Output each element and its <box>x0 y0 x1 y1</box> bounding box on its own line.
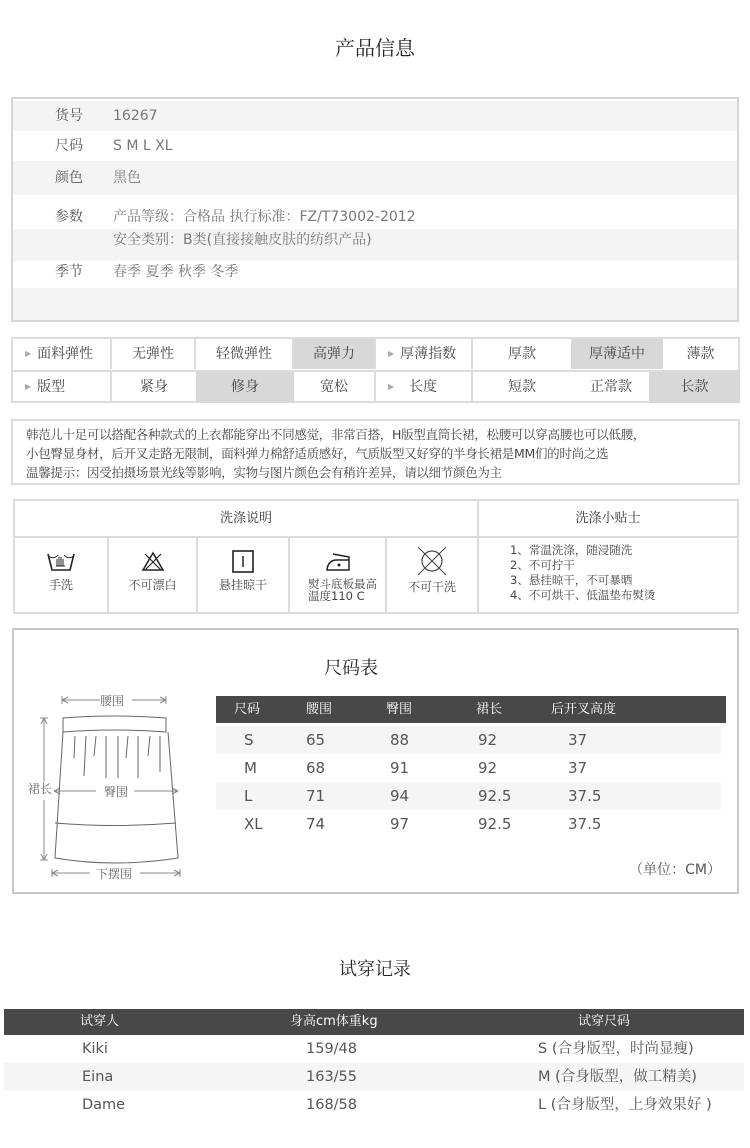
info-label: 货号 <box>55 108 83 124</box>
attr-option-selected: 高弹力 <box>294 339 376 369</box>
attr-head-length: ▶ 长度 <box>376 372 473 402</box>
info-label: 参数 <box>55 209 83 225</box>
info-value: 黑色 <box>113 170 141 186</box>
wash-item-hand-wash <box>15 538 107 612</box>
washing-tips <box>510 543 655 603</box>
size-table <box>216 696 726 838</box>
header-cell: 尺码 <box>234 702 261 717</box>
info-value: 安全类别：B类(直接接触皮肤的纺织产品) <box>113 232 372 248</box>
header-cell: 身高cm体重kg <box>290 1014 378 1029</box>
table-row: L 71 94 92.5 37.5 <box>216 782 721 810</box>
attr-head-thickness: ▶ 厚薄指数 <box>376 339 473 369</box>
tip-line: 4、不可烘干、低温垫布熨烫 <box>510 588 656 602</box>
wash-label: 熨斗底板最高 <box>308 577 377 591</box>
info-row-params-2 <box>13 229 737 261</box>
attr-option-selected: 厚薄适中 <box>571 339 663 369</box>
info-value: 春季 夏季 秋季 冬季 <box>113 264 239 280</box>
header-cell: 后开叉高度 <box>551 702 617 717</box>
info-row-season <box>13 261 737 289</box>
diagram-label-hip: 臀围 <box>104 785 129 799</box>
product-info-box <box>11 97 739 322</box>
product-info-title: 产品信息 <box>335 36 415 60</box>
size-table-header <box>216 696 726 723</box>
diagram-label-waist: 腰围 <box>100 694 125 708</box>
table-row: XL 74 97 92.5 37.5 <box>244 815 602 833</box>
hang-dry-icon <box>230 550 256 574</box>
try-on-table <box>4 1009 744 1119</box>
info-row-size <box>13 131 737 161</box>
header-cell: 试穿人 <box>80 1014 120 1029</box>
info-row-item-no <box>13 101 737 131</box>
table-row: Dame 168/58 L (合身版型，上身效果好 ) <box>82 1097 712 1113</box>
header-cell: 腰围 <box>306 702 333 717</box>
diagram-label-hem: 下摆围 <box>96 867 133 881</box>
skirt-diagram <box>18 638 208 888</box>
divider <box>477 501 479 612</box>
table-row: Kiki 159/48 S (合身版型，时尚显瘦) <box>82 1041 694 1057</box>
try-on-title: 试穿记录 <box>339 959 411 980</box>
wash-item-hang-dry <box>198 538 288 612</box>
info-value: 产品等级：合格品 执行标准：FZ/T73002-2012 <box>113 209 416 225</box>
wash-label: 温度110 C <box>308 589 365 603</box>
description-line: 小包臀显身材，后开叉走路无限制，面料弹力棉舒适质感好，气质版型又好穿的半身长裙是MM们的时尚之选 <box>26 446 609 461</box>
attr-option: 轻微弹性 <box>196 339 294 369</box>
description-box <box>11 419 740 485</box>
header-cell: 臀围 <box>386 702 413 717</box>
washing-tips-title: 洗涤小贴士 <box>575 511 641 526</box>
attr-option: 厚款 <box>508 346 536 362</box>
info-value: 16267 <box>113 108 158 124</box>
wash-label: 悬挂晾干 <box>218 578 267 592</box>
table-row: S 65 88 92 37 <box>216 726 721 754</box>
wash-item-iron <box>290 538 385 612</box>
description-line: 韩范儿十足可以搭配各种款式的上衣都能穿出不同感觉，非常百搭，H版型直筒长裙，松腰可以穿高腰也可以低腰， <box>26 427 646 442</box>
attr-option: 宽松 <box>294 372 376 402</box>
header-cell: 裙长 <box>476 702 503 717</box>
attr-option: 无弹性 <box>112 339 196 369</box>
info-row-params <box>13 195 737 231</box>
wash-label: 不可漂白 <box>128 578 177 592</box>
table-row: M 68 91 92 37 <box>244 759 588 777</box>
header-cell: 试穿尺码 <box>578 1014 631 1029</box>
tip-line: 1、常温洗涤，随浸随洗 <box>510 543 633 557</box>
attr-head-fit: ▶ 版型 <box>13 372 112 402</box>
tip-line: 2、不可拧干 <box>510 558 575 572</box>
triangle-icon: ▶ <box>388 349 395 358</box>
info-value: S M L XL <box>113 138 173 154</box>
triangle-icon: ▶ <box>25 349 32 358</box>
wash-item-no-bleach <box>109 538 196 612</box>
diagram-label-length: 裙长 <box>28 782 53 796</box>
attr-option: 紧身 <box>140 379 168 395</box>
attr-option: 短款 <box>508 379 536 395</box>
info-label: 颜色 <box>55 170 83 186</box>
info-row-color <box>13 161 737 195</box>
attr-option: 正常款 <box>590 379 632 395</box>
info-row-empty <box>13 288 737 320</box>
attr-option-selected: 长款 <box>649 372 740 403</box>
hand-wash-icon <box>46 550 76 574</box>
size-chart-box <box>12 628 739 894</box>
attr-head-elasticity: ▶ 面料弹性 <box>13 339 112 369</box>
wash-label: 不可干洗 <box>407 580 456 594</box>
washing-box <box>13 499 739 614</box>
info-label: 尺码 <box>55 138 83 154</box>
no-dry-clean-icon <box>415 546 449 576</box>
attr-option-selected: 修身 <box>196 372 294 402</box>
triangle-icon: ▶ <box>388 382 395 391</box>
washing-title: 洗涤说明 <box>219 511 272 526</box>
size-unit-note: （单位：CM） <box>629 862 721 878</box>
tip-line: 3、悬挂晾干，不可暴晒 <box>510 573 633 587</box>
size-chart-title: 尺码表 <box>324 658 378 679</box>
attr-option: 薄款 <box>686 346 715 362</box>
wash-item-no-dry-clean <box>387 538 477 612</box>
triangle-icon: ▶ <box>25 382 32 391</box>
wash-label: 手洗 <box>48 578 73 592</box>
no-bleach-icon <box>140 550 166 574</box>
attribute-grid <box>11 337 740 403</box>
try-on-header <box>4 1009 744 1035</box>
description-line: 温馨提示：因受拍摄场景光线等影响，实物与图片颜色会有稍许差异，请以细节颜色为主 <box>26 465 502 480</box>
iron-icon <box>323 550 353 574</box>
info-label: 季节 <box>55 264 83 280</box>
table-row: Eina 163/55 M (合身版型，做工精美) <box>4 1063 744 1091</box>
